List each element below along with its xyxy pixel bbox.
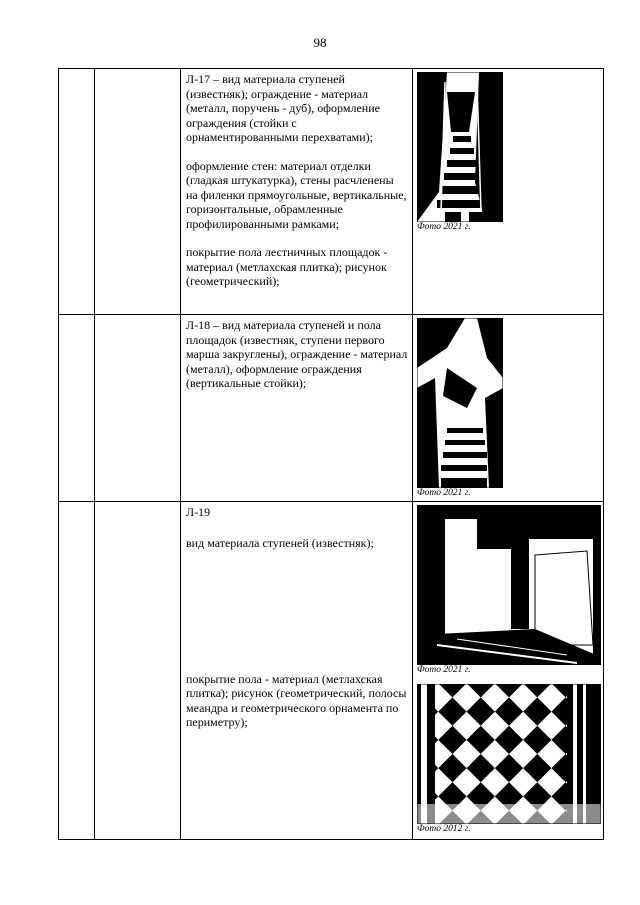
table-row-l17 bbox=[59, 69, 604, 315]
staircase-photo-l17 bbox=[417, 72, 599, 222]
row-name-cell bbox=[95, 69, 181, 315]
row-number-cell bbox=[59, 69, 95, 315]
description-cell bbox=[181, 69, 413, 315]
row-number-cell bbox=[59, 315, 95, 502]
l18-materials-text: Л-18 – вид материала ступеней и пола площадок (известняк, ступени первого марша закруглены), ограждение - материал (металл), оформление ограждения (вертикальные стойки); bbox=[186, 318, 408, 390]
photo-cell bbox=[413, 69, 604, 315]
staircase-photo-l18 bbox=[417, 318, 599, 488]
photo-caption: Фото 2012 г. bbox=[417, 824, 471, 834]
description-cell bbox=[181, 502, 413, 840]
row-name-cell bbox=[95, 315, 181, 502]
photo-caption: Фото 2021 г. bbox=[417, 222, 471, 232]
floor-tile-photo-l19 bbox=[417, 684, 599, 824]
l17-materials-text: Л-17 – вид материала ступеней (известняк); ограждение - материал (металл, поручень - дуб), оформление ограждения (стойки с орнаментированными перехватами); bbox=[186, 72, 380, 144]
l17-floor-text: покрытие пола лестничных площадок - материал (метлахская плитка); рисунок (геометрический); bbox=[186, 245, 388, 288]
photo-cell bbox=[413, 315, 604, 502]
monument-table bbox=[58, 68, 604, 840]
row-name-cell bbox=[95, 502, 181, 840]
l17-walls-text: оформление стен: материал отделки (гладкая штукатурка), стены расчленены на филенки прямоугольные, вертикальные, горизонтальные, обрамленные профилированными рамками; bbox=[186, 158, 407, 231]
row-number-cell bbox=[59, 502, 95, 840]
photo-caption: Фото 2021 г. bbox=[417, 488, 471, 498]
page-number: 98 bbox=[313, 35, 327, 50]
photo-caption: Фото 2021 г. bbox=[417, 665, 471, 675]
l19-heading: Л-19 bbox=[186, 505, 211, 519]
l19-floor-text: покрытие пола - материал (метлахская плитка); рисунок (геометрический, полосы меандра и геометрического орнамента по периметру); bbox=[186, 671, 407, 729]
staircase-photo-l19 bbox=[417, 505, 599, 665]
description-cell bbox=[181, 315, 413, 502]
l19-steps-text: вид материала ступеней (известняк); bbox=[186, 535, 374, 550]
table-row-l18 bbox=[59, 315, 604, 502]
photo-cell bbox=[413, 502, 604, 840]
table-row-l19 bbox=[59, 502, 604, 840]
